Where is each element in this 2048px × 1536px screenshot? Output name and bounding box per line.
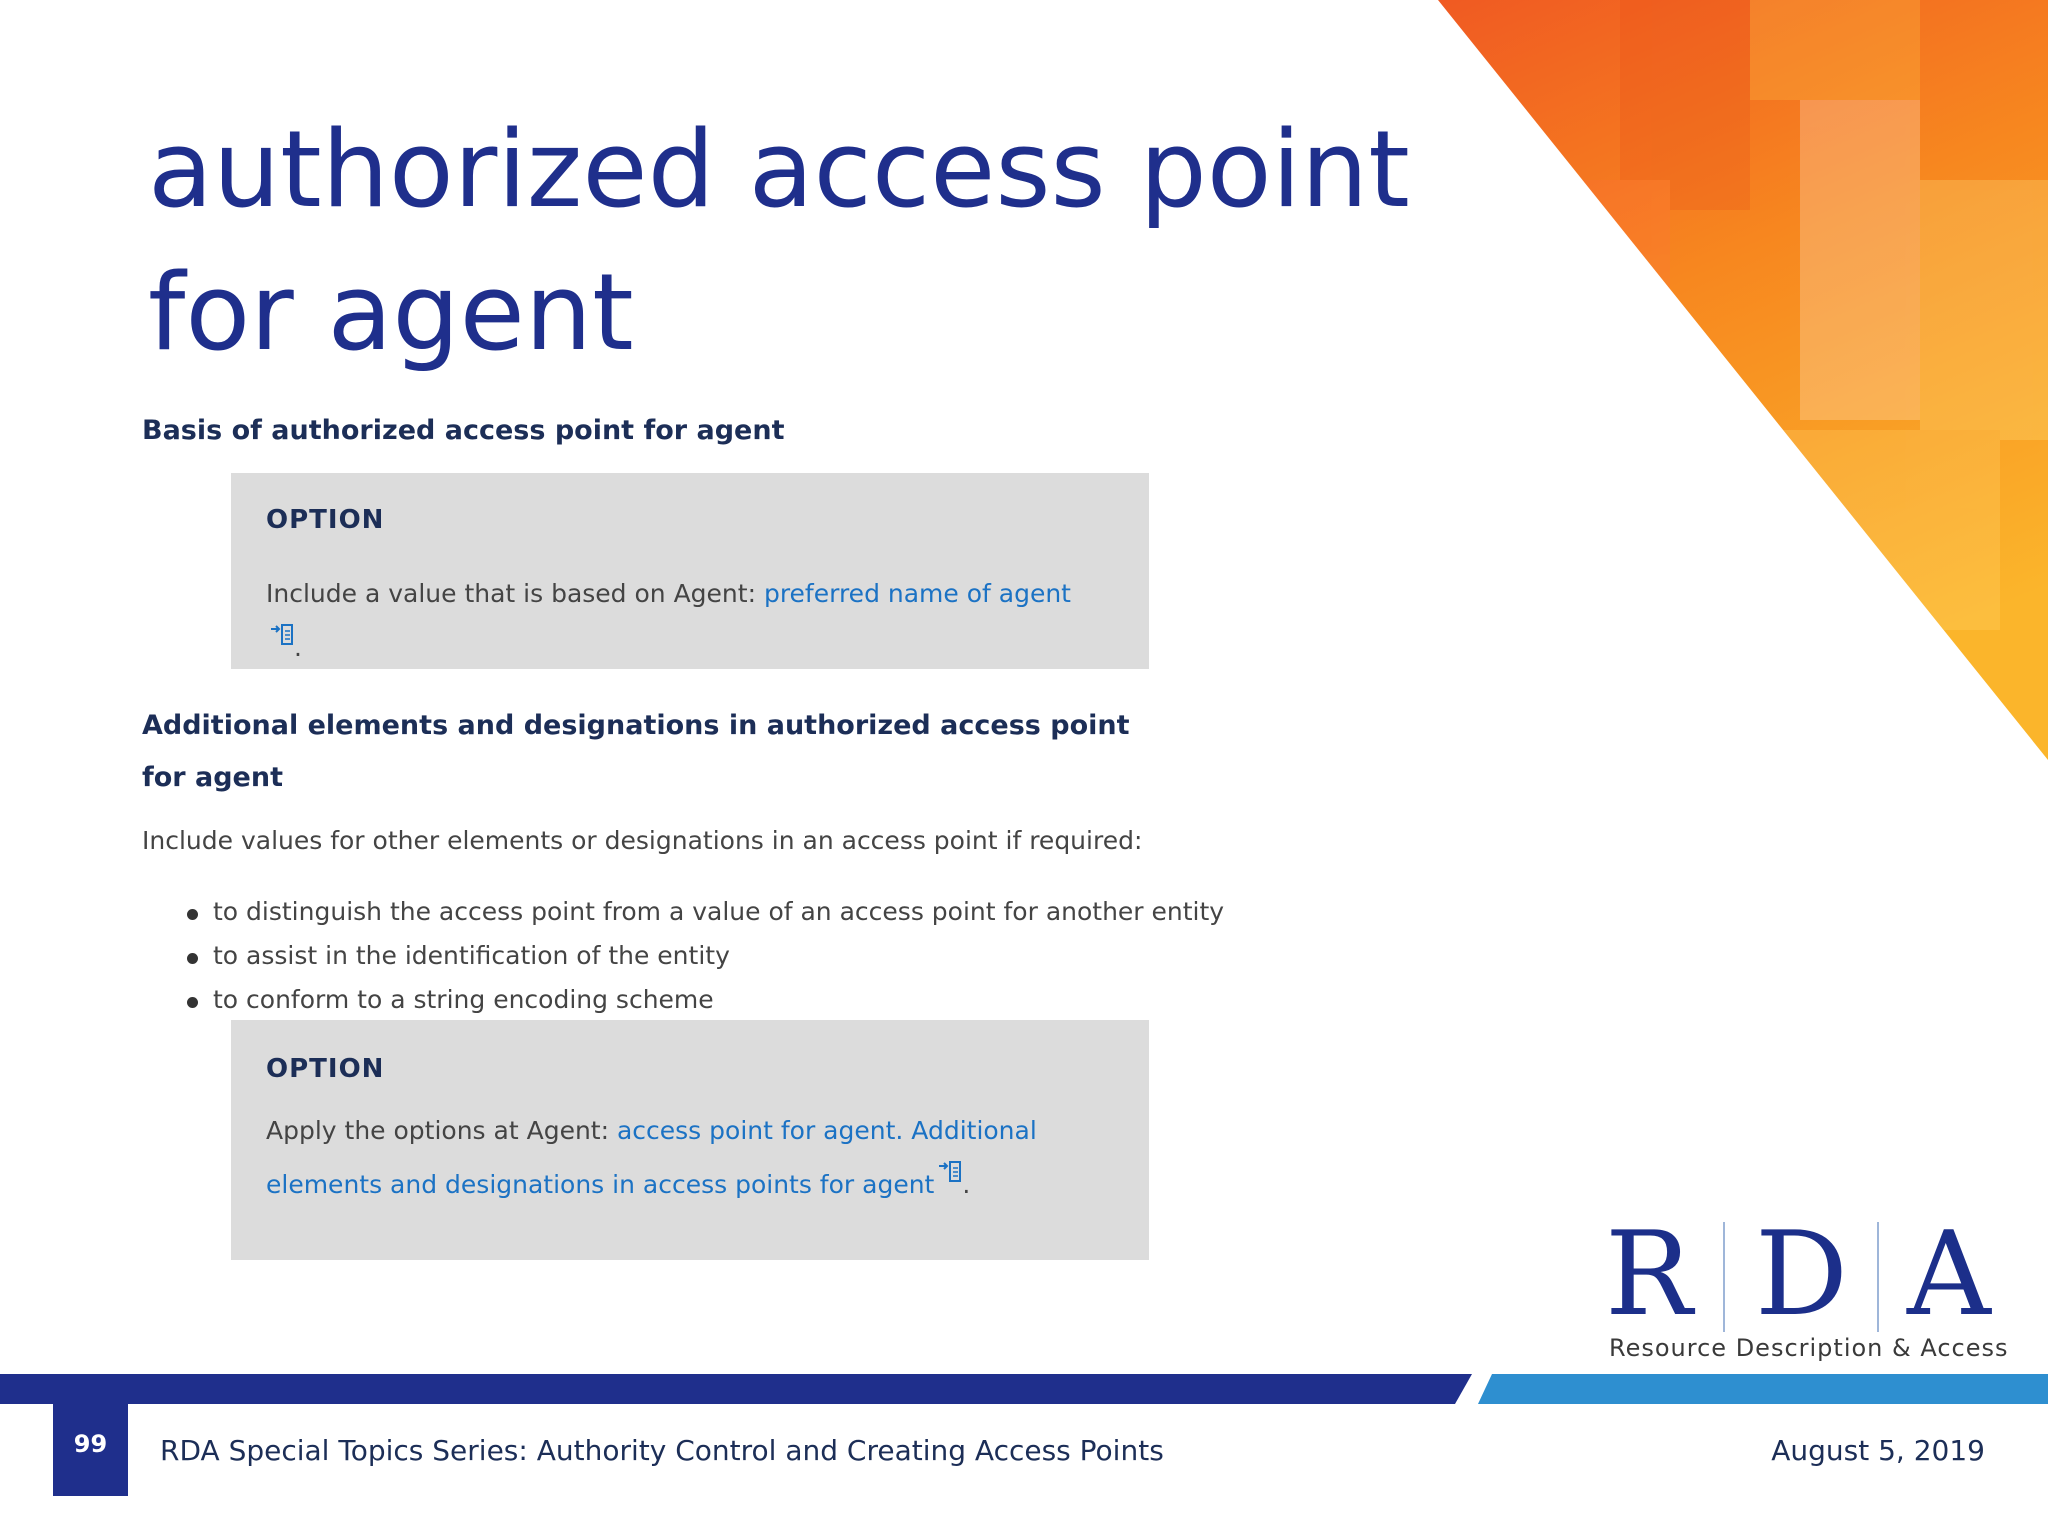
- logo-subtitle: Resource Description & Access: [1609, 1334, 2009, 1362]
- external-link-arrow-icon[interactable]: [938, 1161, 962, 1183]
- additional-elements-heading: Additional elements and designations in authorized access point for agent: [142, 710, 1130, 793]
- logo-letter-d: D: [1755, 1207, 1849, 1342]
- include-values-text: Include values for other elements or designations in an access point if required:: [142, 826, 1143, 855]
- logo-divider: [1877, 1222, 1879, 1332]
- basis-heading: Basis of authorized access point for agent: [142, 415, 785, 446]
- external-link-arrow-icon[interactable]: [270, 624, 294, 646]
- list-item: to distinguish the access point from a value of an access point for another entity: [187, 890, 1224, 934]
- page-number: 99: [53, 1404, 128, 1496]
- logo-letter-r: R: [1605, 1207, 1693, 1342]
- option-text: [266, 567, 1089, 675]
- list-item: to assist in the identification of the entity: [187, 934, 1224, 978]
- option-panel-additional: [231, 1020, 1149, 1260]
- option-label: OPTION: [266, 1054, 385, 1084]
- option-text-suffix: .: [962, 1170, 971, 1199]
- option-text: [266, 1104, 1089, 1212]
- option-text-suffix: .: [294, 633, 302, 662]
- list-item: to conform to a string encoding scheme: [187, 978, 1224, 1022]
- option-text-prefix: Apply the options at Agent:: [266, 1116, 617, 1145]
- logo-divider: [1723, 1222, 1725, 1332]
- slide-title: authorized access point for agent: [148, 108, 1410, 374]
- footer-bar: [0, 1374, 2048, 1404]
- preferred-name-link[interactable]: preferred name of agent: [763, 579, 1071, 608]
- footer-series-title: RDA Special Topics Series: Authority Control and Creating Access Points: [160, 1434, 1164, 1467]
- footer-date: August 5, 2019: [1771, 1434, 1985, 1467]
- rda-logo: [1605, 1207, 2009, 1370]
- option-text-prefix: Include a value that is based on Agent:: [266, 579, 764, 608]
- requirement-list: [187, 890, 1224, 1022]
- logo-letter-a: A: [1907, 1207, 1991, 1342]
- access-point-link[interactable]: access point for agent. Additional elements and designations in access points for agent: [266, 1116, 1037, 1199]
- option-label: OPTION: [266, 505, 385, 535]
- option-panel-basis: [231, 473, 1149, 669]
